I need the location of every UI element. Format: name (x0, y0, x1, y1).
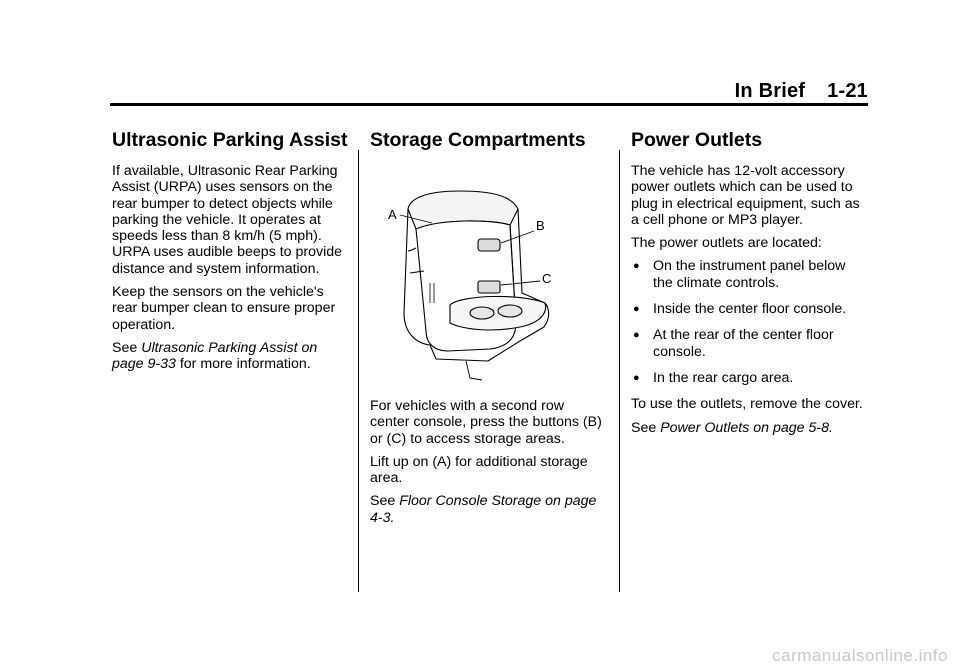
bullet-icon: ● (633, 303, 640, 316)
storage-see-also: See Floor Console Storage on page 4-3. (370, 493, 597, 526)
console-illustration (370, 163, 602, 388)
parking-assist-see-also: See Ultrasonic Parking Assist on page 9-33 for more information. (112, 339, 318, 373)
callout-c: C (542, 271, 552, 286)
power-outlets-column (631, 128, 863, 443)
bullet-icon: ● (633, 371, 640, 384)
storage-buttons-text: For vehicles with a second row center console, press the buttons (B) or (C) to access storage areas. (370, 398, 602, 447)
power-outlets-intro: The vehicle has 12-volt accessory power outlets which can be used to plug in electrical equipment, such as a cell phone or MP3 player. (631, 163, 860, 228)
watermark: carmanualsonline.info (772, 646, 948, 665)
list-item: ● Inside the center floor console. (633, 301, 847, 318)
power-outlets-location-intro: The power outlets are located: (631, 235, 822, 252)
list-item: ● At the rear of the center floor console. (633, 327, 834, 360)
page-header (735, 80, 868, 103)
storage-column (370, 128, 602, 533)
parking-assist-maintenance: Keep the sensors on the vehicle's rear bumper clean to ensure proper operation. (112, 284, 336, 333)
callout-a: A (388, 207, 397, 222)
power-outlets-heading: Power Outlets (631, 129, 763, 151)
power-outlets-see-also: See Power Outlets on page 5-8. (631, 419, 833, 436)
bullet-icon: ● (633, 260, 640, 273)
page-number: 1-21 (827, 80, 868, 102)
parking-assist-heading: Ultrasonic Parking Assist (112, 129, 348, 151)
power-outlets-cover-text: To use the outlets, remove the cover. (631, 396, 863, 413)
callout-b: B (536, 218, 545, 233)
center-console-drawing (370, 163, 602, 388)
parking-assist-intro: If available, Ultrasonic Rear Parking Assist (URPA) uses sensors on the rear bumper to detect objects while parking the vehicle. It operates at speeds less than 8 km/h (5 mph). URPA uses audible beeps to provide distance and system information. (112, 163, 343, 277)
header-rule (110, 103, 868, 106)
list-item: ● On the instrument panel below the climate controls. (633, 258, 846, 291)
column-divider (619, 150, 620, 592)
outlet-locations-list (631, 258, 863, 386)
column-divider (358, 150, 359, 592)
storage-reference[interactable]: Floor Console Storage on page 4-3. (370, 493, 597, 526)
power-outlets-reference[interactable]: Power Outlets on page 5-8. (660, 419, 833, 436)
section-title: In Brief (734, 80, 806, 102)
parking-assist-column (112, 128, 348, 380)
storage-heading: Storage Compartments (370, 129, 586, 151)
bullet-icon: ● (633, 329, 640, 342)
list-item: ● In the rear cargo area. (633, 369, 794, 386)
parking-assist-reference[interactable]: Ultrasonic Parking Assist on page 9-33 (112, 339, 318, 373)
storage-lift-text: Lift up on (A) for additional storage area. (370, 453, 588, 487)
